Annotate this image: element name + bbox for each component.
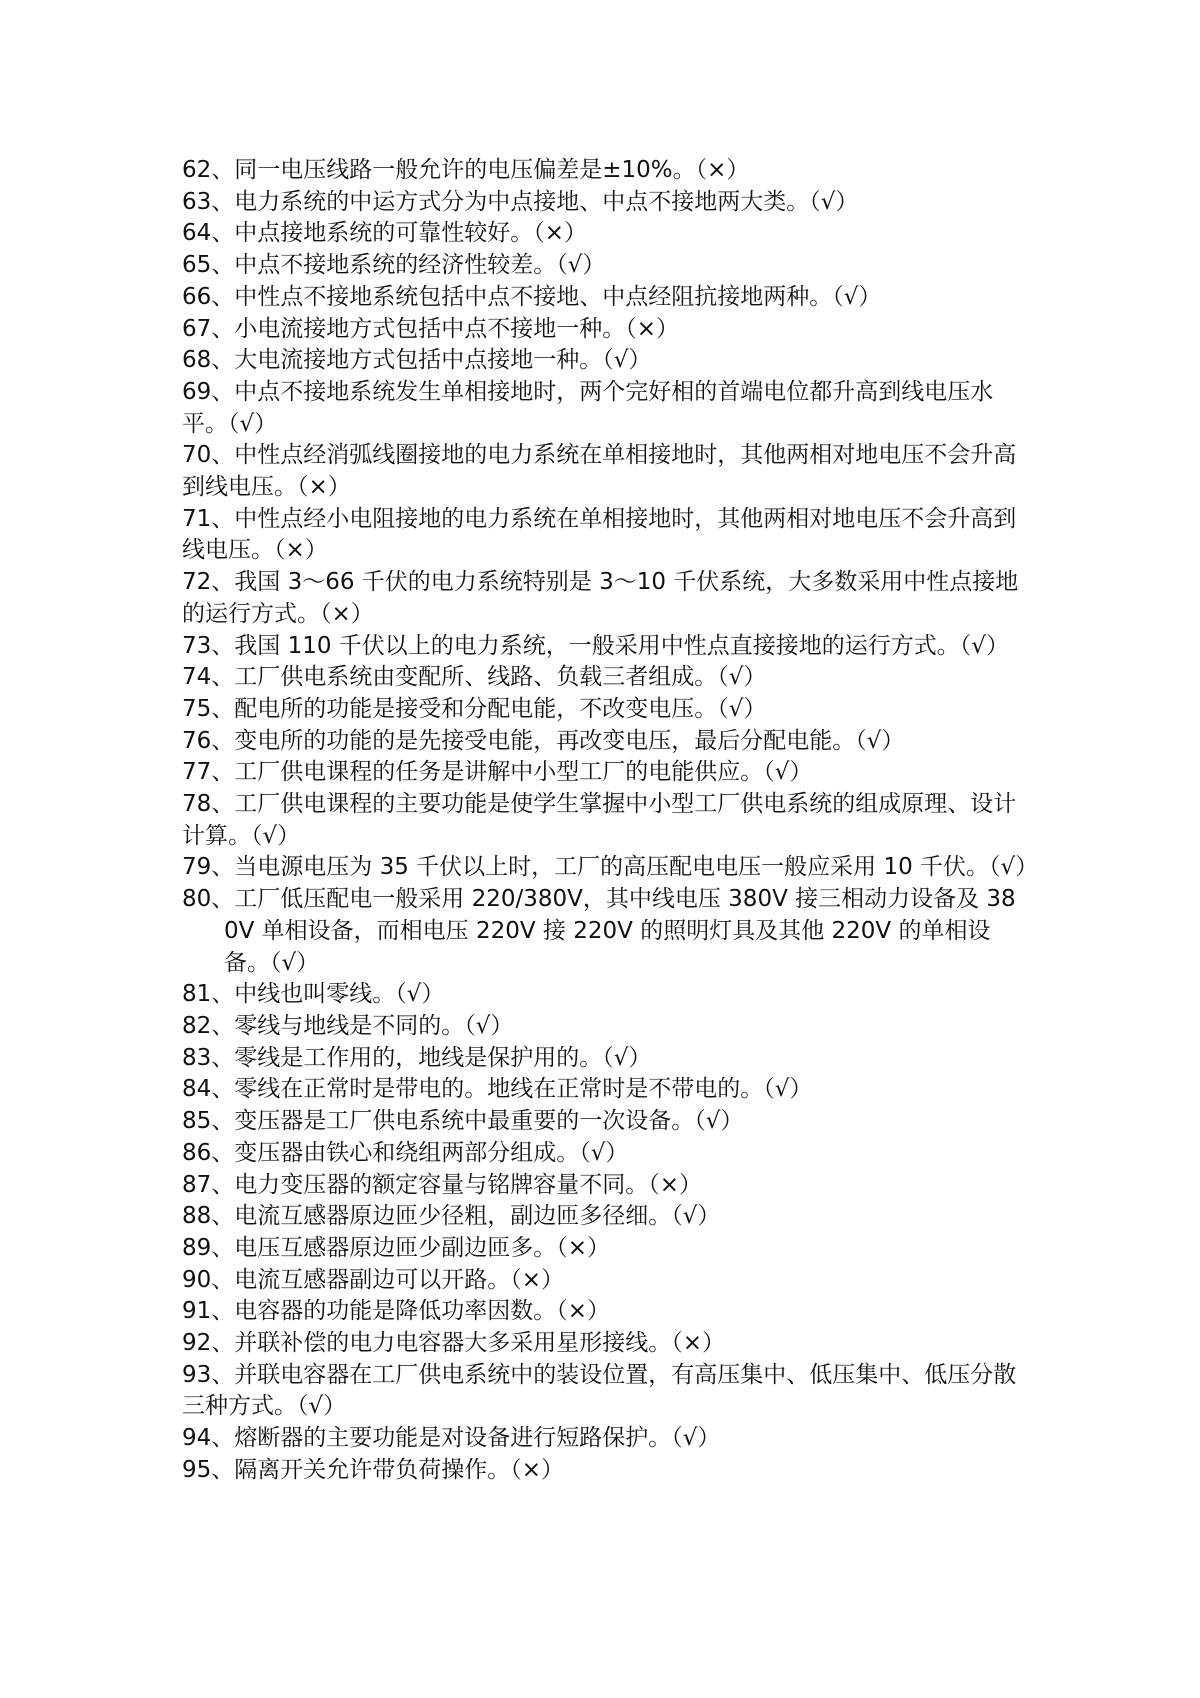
question-item: 76、变电所的功能的是先接受电能，再改变电压，最后分配电能。（√） xyxy=(182,727,905,754)
question-item: 65、中点不接地系统的经济性较差。（√） xyxy=(182,252,606,279)
question-item: 88、电流互感器原边匝少径粗，副边匝多径细。（√） xyxy=(182,1203,721,1230)
question-item: 72、我国 3～66 千伏的电力系统特别是 3～10 千伏系统，大多数采用中性点接地的运行方式。（×） xyxy=(182,569,1019,627)
question-item: 68、大电流接地方式包括中点接地一种。（√） xyxy=(182,347,652,374)
question-item: 82、零线与地线是不同的。（√） xyxy=(182,1012,514,1039)
question-item: 73、我国 110 千伏以上的电力系统，一般采用中性点直接接地的运行方式。（√） xyxy=(182,632,1009,659)
question-item: 80、工厂低压配电一般采用 220/380V，其中线电压 380V 接三相动力设备及 380V 单相设备，而相电压 220V 接 220V 的照明灯具及其他 220V 的单相设备。（√） xyxy=(182,886,1016,976)
question-item: 94、熔断器的主要功能是对设备进行短路保护。（√） xyxy=(182,1425,721,1452)
question-item: 91、电容器的功能是降低功率因数。（×） xyxy=(182,1298,611,1325)
question-item: 84、零线在正常时是带电的。地线在正常时是不带电的。（√） xyxy=(182,1076,813,1103)
question-item: 87、电力变压器的额定容量与铭牌容量不同。（×） xyxy=(182,1171,703,1198)
question-item: 95、隔离开关允许带负荷操作。（×） xyxy=(182,1456,565,1483)
question-item: 90、电流互感器副边可以开路。（×） xyxy=(182,1266,565,1293)
question-item: 67、小电流接地方式包括中点不接地一种。（×） xyxy=(182,315,680,342)
question-item: 85、变压器是工厂供电系统中最重要的一次设备。（√） xyxy=(182,1108,744,1135)
question-item: 74、工厂供电系统由变配所、线路、负载三者组成。（√） xyxy=(182,664,767,691)
question-item: 66、中性点不接地系统包括中点不接地、中点经阻抗接地两种。（√） xyxy=(182,283,882,310)
question-item: 71、中性点经小电阻接地的电力系统在单相接地时，其他两相对地电压不会升高到线电压。（×） xyxy=(182,505,1017,564)
question-item: 92、并联补偿的电力电容器大多采用星形接线。（×） xyxy=(182,1330,726,1357)
question-item: 77、工厂供电课程的任务是讲解中小型工厂的电能供应。（√） xyxy=(182,759,813,786)
question-item: 89、电压互感器原边匝少副边匝多。（×） xyxy=(182,1234,611,1261)
question-item: 83、零线是工作用的，地线是保护用的。（√） xyxy=(182,1044,652,1071)
question-item: 70、中性点经消弧线圈接地的电力系统在单相接地时，其他两相对地电压不会升高到线电压。（×） xyxy=(182,442,1017,501)
question-item: 78、工厂供电课程的主要功能是使学生掌握中小型工厂供电系统的组成原理、设计计算。（√） xyxy=(182,791,1017,849)
question-item: 69、中点不接地系统发生单相接地时，两个完好相的首端电位都升高到线电压水平。（√） xyxy=(182,378,994,437)
question-item: 81、中线也叫零线。（√） xyxy=(182,981,445,1008)
question-item: 86、变压器由铁心和绕组两部分组成。（√） xyxy=(182,1139,629,1166)
question-item: 63、电力系统的中运方式分为中点接地、中点不接地两大类。（√） xyxy=(182,188,859,215)
question-item: 93、并联电容器在工厂供电系统中的装设位置，有高压集中、低压集中、低压分散三种方式。（√） xyxy=(182,1361,1017,1420)
question-list xyxy=(182,155,1039,1487)
question-item: 75、配电所的功能是接受和分配电能，不改变电压。（√） xyxy=(182,695,767,722)
question-item: 62、同一电压线路一般允许的电压偏差是±10%。（×） xyxy=(182,157,750,183)
question-item: 64、中点接地系统的可靠性较好。（×） xyxy=(182,220,588,247)
question-item: 79、当电源电压为 35 千伏以上时，工厂的高压配电电压一般应采用 10 千伏。（√） xyxy=(182,854,1039,881)
